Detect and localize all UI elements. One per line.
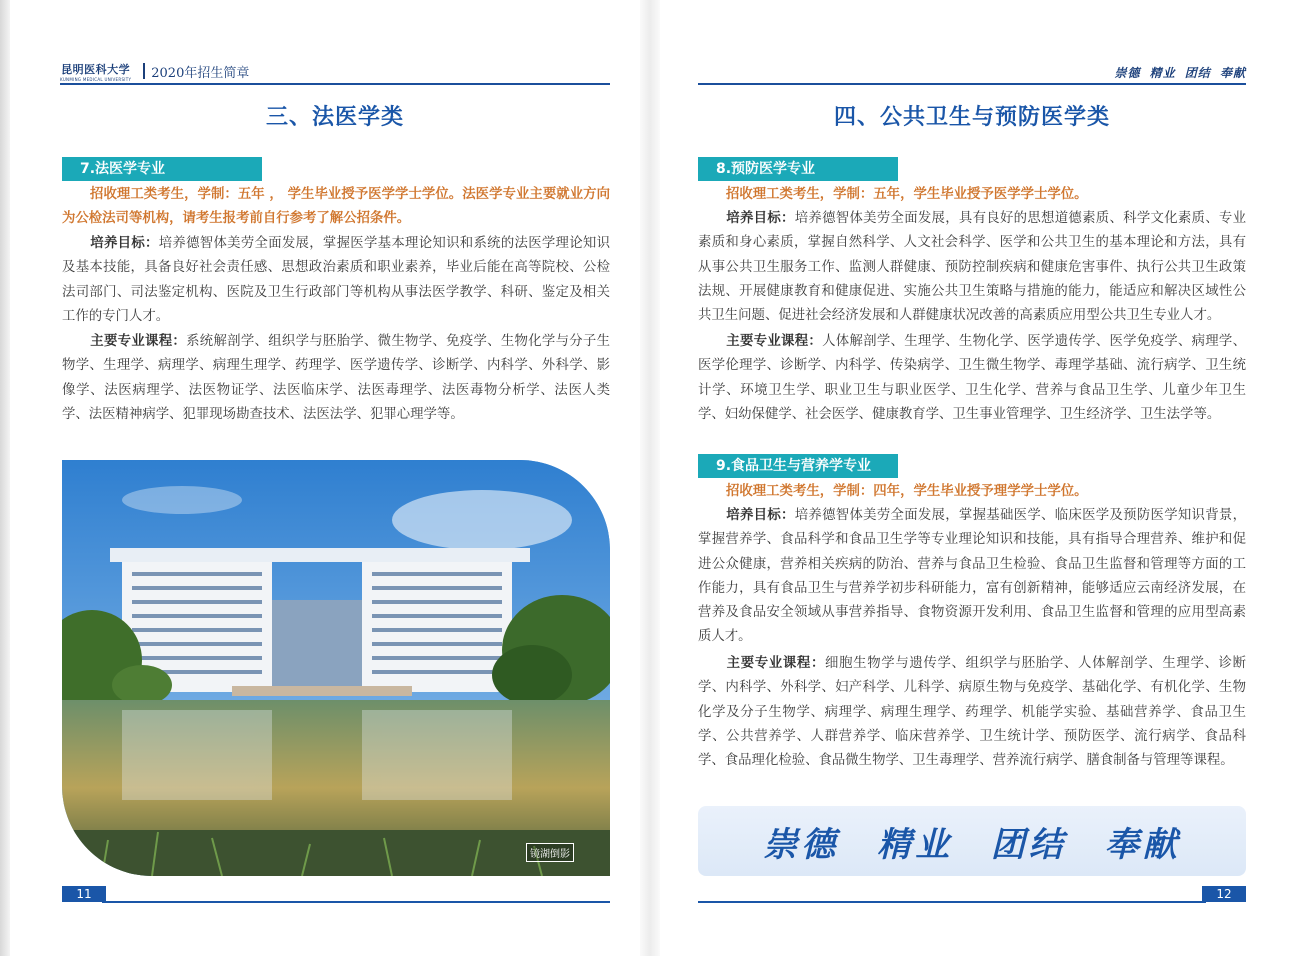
motto-banner xyxy=(698,806,1246,876)
photo-caption: 镜湖倒影 xyxy=(526,843,574,862)
training-goal-forensic: 培养目标：培养德智体美劳全面发展，掌握医学基本理论知识和系统的法医学理论知识及基本技能，具备良好社会责任感、思想政治素质和职业素养，毕业后能在高等院校、公检法司部门、司法鉴定机构、医院及卫生行政部门等机构从事法医学教学、科研、鉴定及相关工作的专门人才。 xyxy=(62,236,611,324)
page-number-12: 12 xyxy=(1202,886,1246,902)
header-motto: 崇德 精业 团结 奉献 xyxy=(1114,66,1246,80)
page-header-left xyxy=(60,60,249,82)
logo-en-text: KUNMING MEDICAL UNIVERSITY xyxy=(60,76,132,82)
campus-building-photo xyxy=(62,460,610,876)
admission-info-forensic: 招收理工类考生，学制：五年 ， 学生毕业授予医学学士学位。法医学专业主要就业方向为公检法司等机构，请考生报考前自行参考了解公招条件。 xyxy=(62,187,610,227)
header-rule xyxy=(60,83,610,85)
training-goal-food-nutrition: 培养目标：培养德智体美劳全面发展，掌握基础医学、临床医学及预防医学知识背景，掌握营养学、食品科学和食品卫生学等专业理论知识和技能，具有指导合理营养、维护和促进公众健康，营养相关疾病的防治、营养与食品卫生检验、食品卫生监督和管理等方面的工作能力，具有食品卫生与营养学初步科研能力，富有创新精神，能够适应云南经济发展，在营养及食品安全领域从事营养指导、食物资源开发利用、食品卫生监督和管理的应用型高素质人才。 xyxy=(698,508,1247,645)
major-tag-preventive: 8.预防医学专业 xyxy=(698,157,898,181)
admission-info-preventive: 招收理工类考生，学制：五年，学生毕业授予医学学士学位。 xyxy=(726,187,1088,202)
training-goal-preventive: 培养目标：培养德智体美劳全面发展，具有良好的思想道德素质、科学文化素质、专业素质和身心素质，掌握自然科学、人文社会科学、医学和公共卫生的基本理论和方法，具有从事公共卫生服务工作、监测人群健康、预防控制疾病和健康危害事件、执行公共卫生政策法规、开展健康教育和健康促进、实施公共卫生策略与措施的能力，能适应和解决区域性公共卫生问题、促进社会经济发展和人群健康状况改善的高素质应用型公共卫生专业人才。 xyxy=(698,211,1247,324)
courses-preventive: 主要专业课程：人体解剖学、生理学、生物化学、医学遗传学、医学免疫学、病理学、医学伦理学、诊断学、内科学、传染病学、卫生微生物学、毒理学基础、流行病学、卫生统计学、环境卫生学、职业卫生与职业医学、卫生化学、营养与食品卫生学、儿童少年卫生学、妇幼保健学、社会医学、健康教育学、卫生事业管理学、卫生经济学、卫生法学等。 xyxy=(698,334,1247,422)
page-11 xyxy=(60,0,610,956)
page-footer-right xyxy=(698,886,1246,904)
header-divider xyxy=(143,63,145,79)
page-gutter xyxy=(640,0,660,956)
logo-cn-text: 昆明医科大学 xyxy=(61,62,131,76)
major-tag-forensic: 7.法医学专业 xyxy=(62,157,262,181)
campus-photo-illustration xyxy=(62,460,610,876)
admission-info-food-nutrition: 招收理工类考生，学制：四年，学生毕业授予理学学士学位。 xyxy=(726,484,1088,499)
motto-text: 崇德 精业 团结 奉献 xyxy=(763,824,1181,865)
page-edge-shadow xyxy=(0,0,10,956)
page-footer-left xyxy=(62,886,610,904)
brochure-title: 2020年招生简章 xyxy=(151,65,250,81)
page-12 xyxy=(698,0,1246,956)
section-title-forensic: 三、法医学类 xyxy=(265,105,404,130)
courses-forensic: 主要专业课程：系统解剖学、组织学与胚胎学、微生物学、免疫学、生物化学与分子生物学、生理学、病理学、病理生理学、药理学、医学遗传学、诊断学、内科学、外科学、影像学、法医病理学、法医物证学、法医临床学、法医毒理学、法医毒物分析学、法医人类学、法医精神病学、犯罪现场勘查技术、法医法学、犯罪心理学等。 xyxy=(62,334,611,422)
footer-rule-left xyxy=(102,901,610,903)
footer-rule-right xyxy=(698,901,1206,903)
page-number-11: 11 xyxy=(62,886,106,902)
major-tag-food-nutrition: 9.食品卫生与营养学专业 xyxy=(698,454,898,478)
section-title-public-health: 四、公共卫生与预防医学类 xyxy=(833,105,1110,130)
university-logo xyxy=(60,61,131,82)
courses-food-nutrition: 主要专业课程：细胞生物学与遗传学、组织学与胚胎学、人体解剖学、生理学、诊断学、内科学、外科学、妇产科学、儿科学、病原生物与免疫学、基础化学、有机化学、生物化学及分子生物学、病理学、病理生理学、药理学、机能学实验、基础营养学、食品卫生学、公共营养学、人群营养学、临床营养学、卫生统计学、预防医学、流行病学、食品科学、食品理化检验、食品微生物学、卫生毒理学、营养流行病学、膳食制备与管理等课程。 xyxy=(698,656,1247,769)
header-rule-right xyxy=(698,83,1246,85)
